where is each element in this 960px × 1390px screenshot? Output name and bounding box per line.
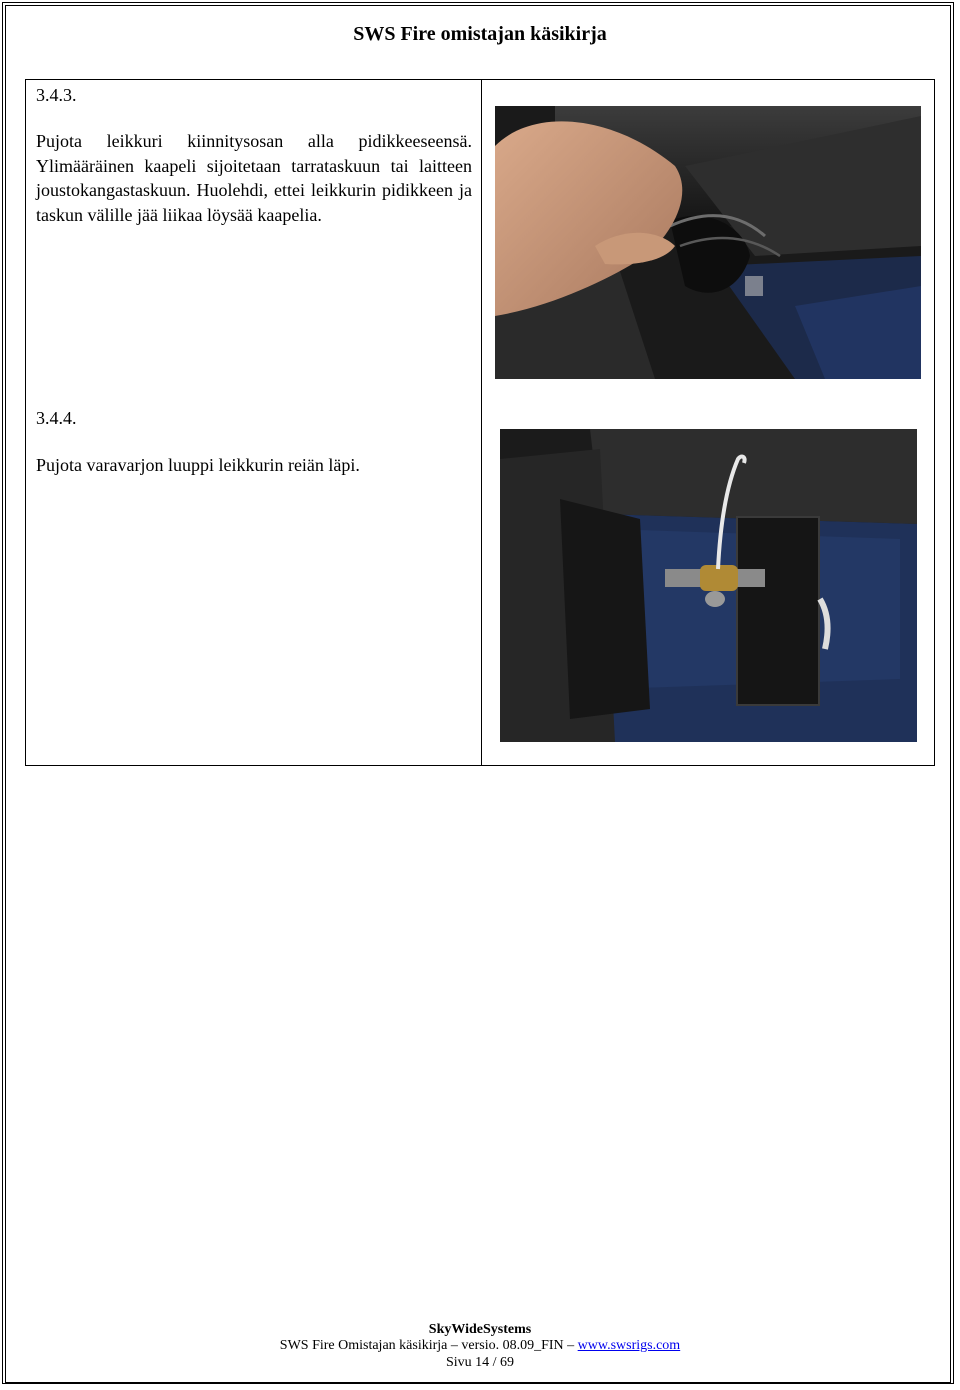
cutter-installation-photo bbox=[495, 106, 921, 379]
footer-page-number: Sivu 14 / 69 bbox=[445, 1355, 515, 1370]
footer-company: SkyWideSystems bbox=[428, 1322, 532, 1337]
instruction-table bbox=[25, 79, 935, 766]
step-instruction-text: Pujota leikkuri kiinnitysosan alla pidikkeeseensä. Ylimääräinen kaapeli sijoitetaan tarrataskuun tai laitteen joustokangastaskuun. Huolehdi, ettei leikkurin pidikkeen ja taskun välille jää liikaa löysää kaapelia. bbox=[36, 131, 472, 225]
table-column-divider bbox=[481, 80, 482, 765]
document-header-title: SWS Fire omistajan käsikirja bbox=[353, 23, 607, 45]
footer-version-text: SWS Fire Omistajan käsikirja – versio. 08.09_FIN – bbox=[279, 1338, 578, 1353]
step-number: 3.4.4. bbox=[36, 408, 77, 428]
footer-website-link[interactable]: www.swsrigs.com bbox=[577, 1338, 681, 1353]
step-instruction-text: Pujota varavarjon luuppi leikkurin reiän läpi. bbox=[36, 455, 360, 475]
footer-version-line bbox=[0, 1338, 960, 1354]
reserve-loop-photo bbox=[500, 429, 917, 742]
step-number: 3.4.3. bbox=[36, 85, 77, 105]
